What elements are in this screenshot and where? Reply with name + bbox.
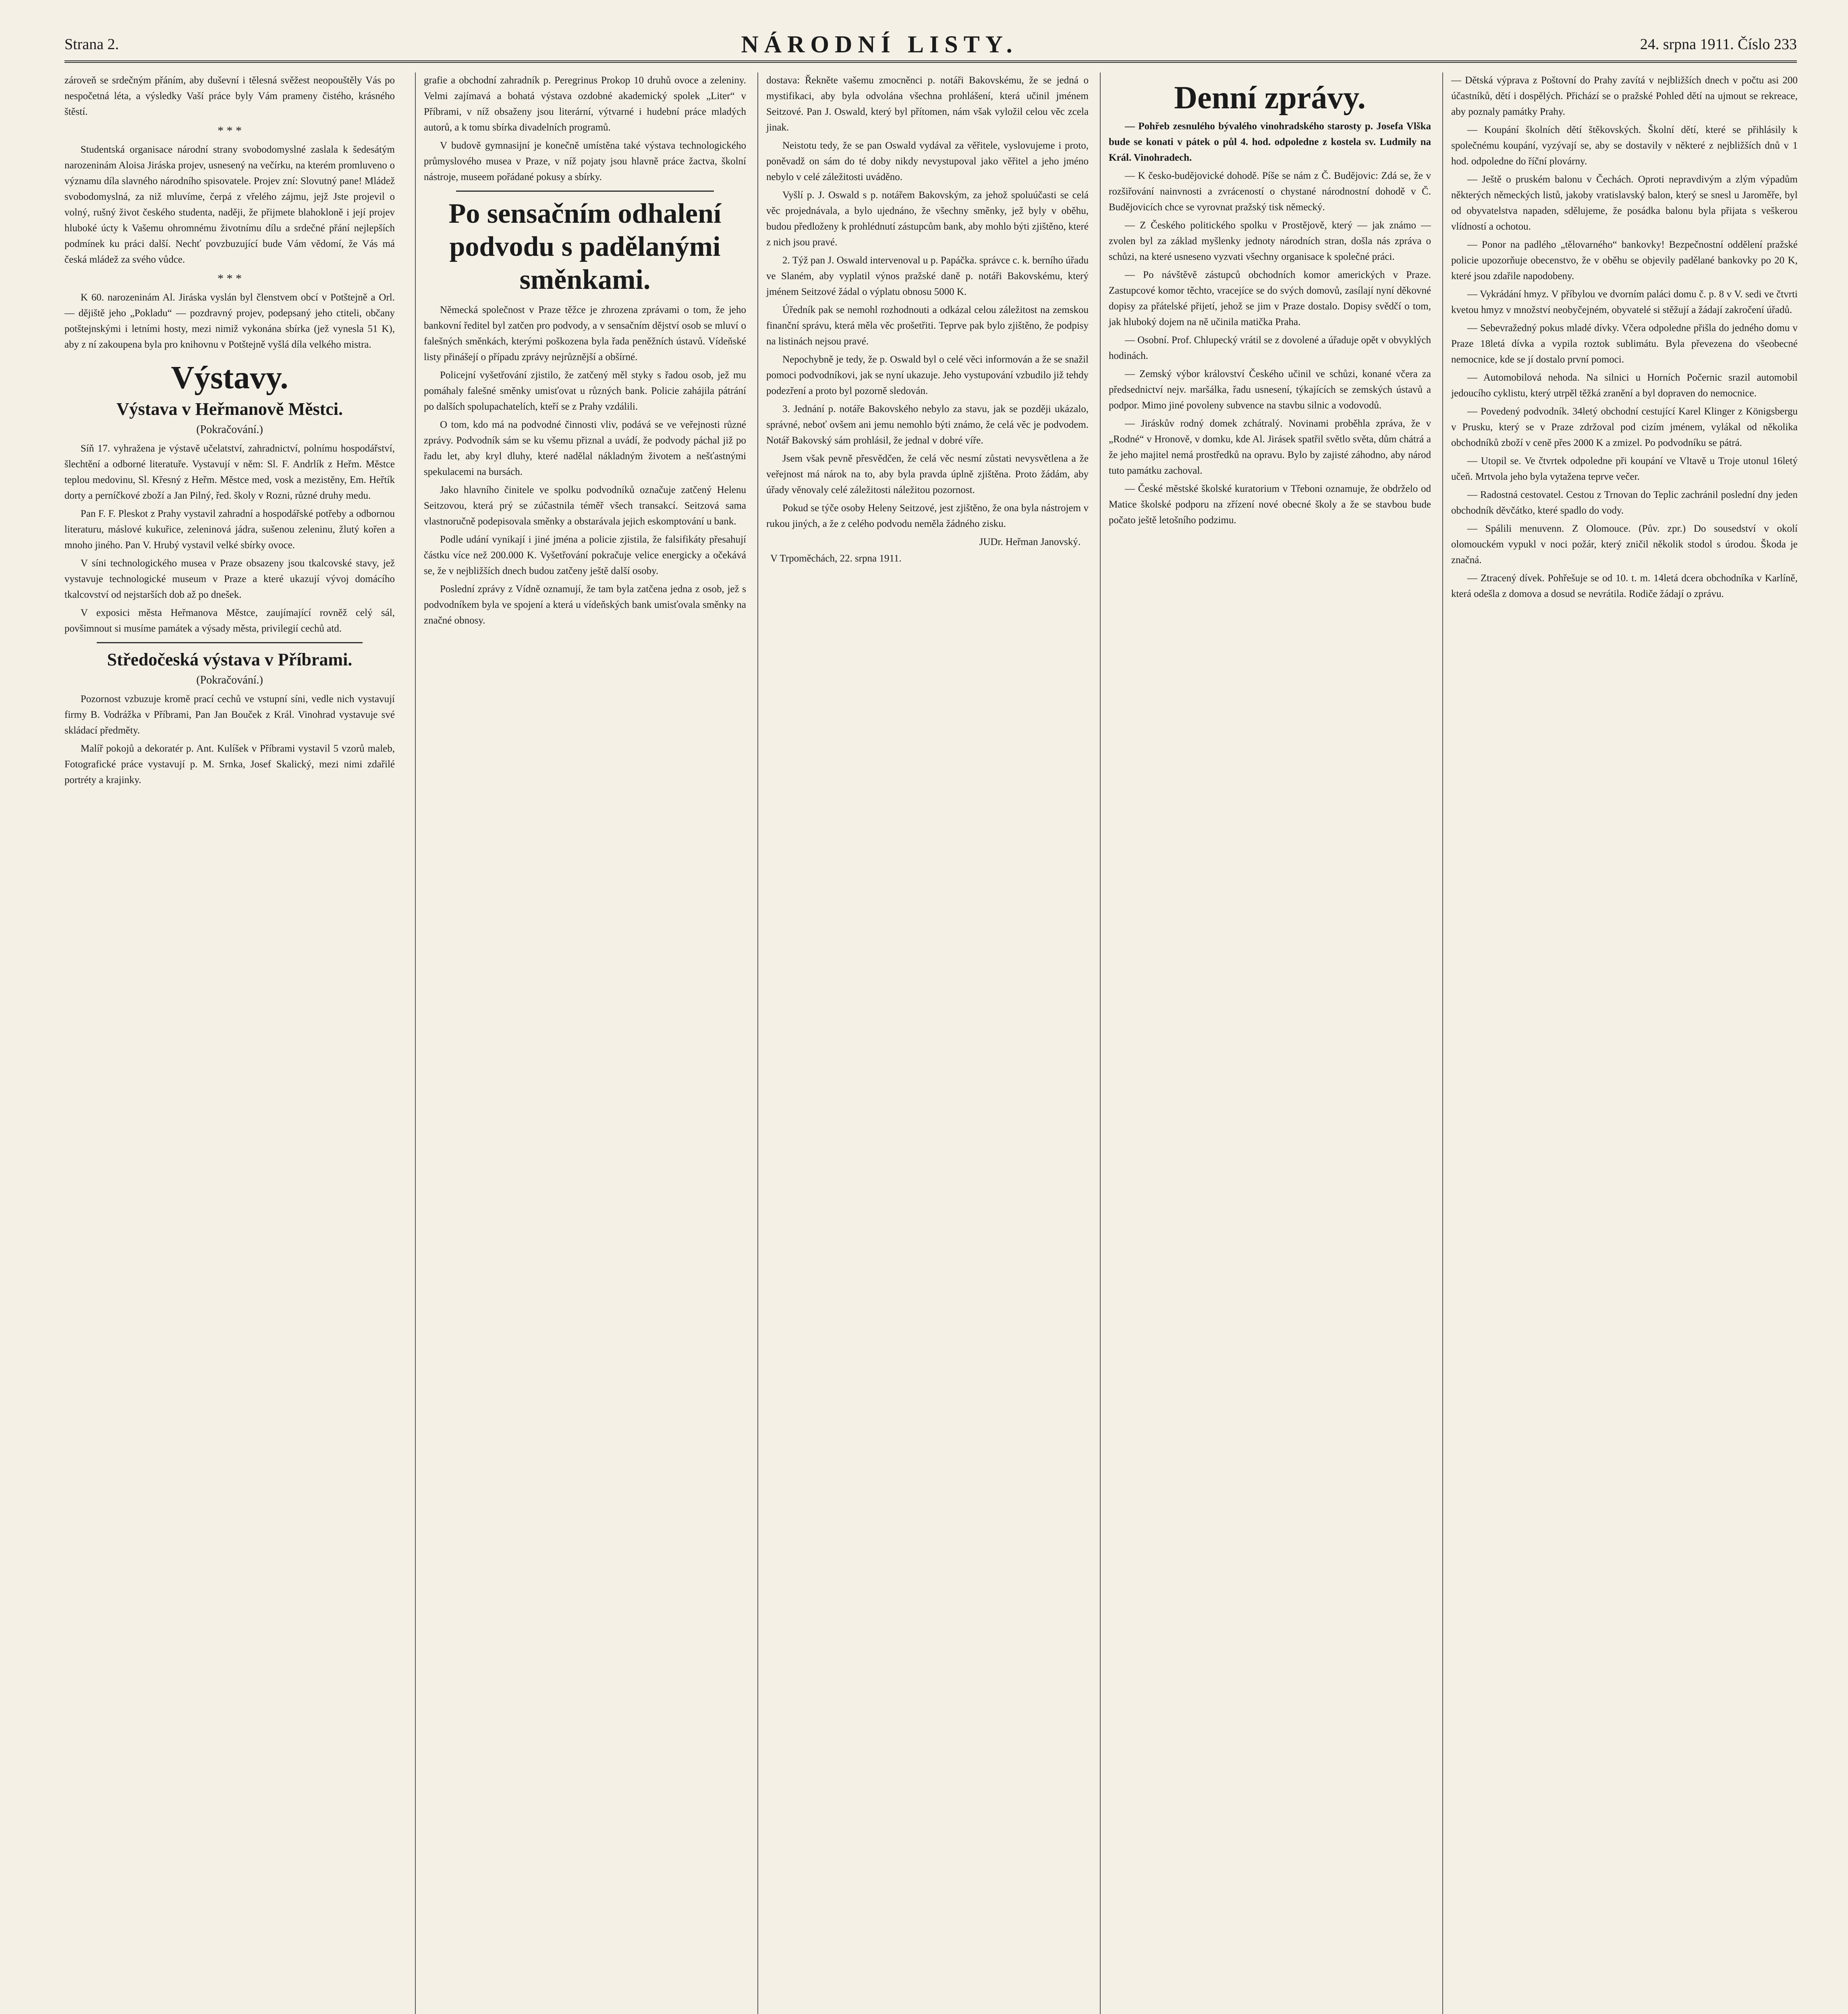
paragraph: — Z Českého politického spolku v Prostějově, který — jak známo — zvolen byl za základ myšlenky jednoty národních stran, došla nás zpráva o schůzi, na které usneseno vyzvati všechny organisace k společné práci. <box>1109 220 1431 262</box>
paragraph: Studentská organisace národní strany svobodomyslné zaslala k šedesátým narozeninám Aloisa Jiráska projev, usnesený na večírku, na kterém promluveno o významu díla slavného národního spisovatele. Projev zní: Slovutný pane! Mládež svobodomyslná, za niž mluvíme, čerpá z vřelého zájmu, jejž Jste projevil o volný, rušný život českého studenta, naději, že přijmete blahokloně i její projev hluboké úcty k Vašemu ohromnému životnímu dílu a srdečné přání nejlepších podmínek ku práci další. Nechť povzbuzující bude Vám vědomí, že Vás má česká mládež za svého vůdce. <box>64 144 395 265</box>
paragraph: Pozornost vzbuzuje kromě prací cechů ve vstupní síni, vedle nich vystavují firmy B. Vodrážka v Příbrami, Pan Jan Bouček z Král. Vinohrad vystavuje své skládací předměty. <box>64 694 395 736</box>
paragraph: V síni technologického musea v Praze obsazeny jsou tkalcovské stavy, jež vystavuje technologické museum v Praze a které ukazují vývoj domácího tkalcovství od nejstarších dob až po dnešek. <box>64 558 395 600</box>
paragraph: — Povedený podvodník. 34letý obchodní cestující Karel Klinger z Königsbergu v Prusku, který se v Praze zdržoval pod cizím jménem, vylákal od několika obchodníků zboží v ceně přes 2000 K a zmizel. Po podvodníku se pátrá. <box>1451 406 1798 448</box>
paragraph: V exposici města Heřmanova Městce, zaujímající rovněž celý sál, povšimnout si musíme památek a výsady města, privilegií cechů atd. <box>64 607 395 634</box>
paragraph: zároveň se srdečným přáním, aby duševní i tělesná svěžest neopouštěly Vás po nespočetná léta, a výsledky Vaší práce byly Vám prameny čistého, krásného štěstí. <box>64 75 395 117</box>
paragraph: Podle udání vynikají i jiné jména a policie zjistila, že falsifikáty přesahují částku více než 200.000 K. Vyšetřování pokračuje velice energicky a očekává se, že v nejbližších dnech budou zatčeny ještě další osoby. <box>424 534 746 576</box>
paragraph: — Jiráskův rodný domek zchátralý. Novinami proběhla zpráva, že v „Rodné“ v Hronově, v domku, kde Al. Jirásek spatřil světlo světa, dům chátrá a že jeho majitel nemá prostředků na opravu. Bylo by zajisté záhodno, aby národ tuto památku zachoval. <box>1109 418 1431 476</box>
author-signature: JUDr. Heřman Janovský. <box>979 537 1081 547</box>
paragraph: — Zemský výbor království Českého učinil ve schůzi, konané včera za předsednictví nejv. maršálka, řadu usnesení, týkajících se zemských ústavů a podpor. Mimo jiné povoleny subvence na stavbu silnic a vodovodů. <box>1109 369 1431 411</box>
article-title: Výstava v Heřmanově Městci. <box>116 399 343 419</box>
columns <box>64 73 1797 2014</box>
section-heading: Denní zprávy. <box>1174 80 1366 116</box>
continuation-note: (Pokračování.) <box>196 674 263 686</box>
paragraph: — Ještě o pruském balonu v Čechách. Oproti nepravdivým a zlým výpadům některých německých listů, jakoby vratislavský balon, který se snesl u Jaroměře, byl od obyvatelstva napaden, sdělujeme, že posádka balonu byla přijata s veškerou vlídností a ochotou. <box>1451 174 1798 232</box>
separator: * * * <box>218 272 242 285</box>
paragraph: dostava: Řekněte vašemu zmocněnci p. notáři Bakovskému, že se jedná o mystifikaci, aby byla odvolána všechna prohlášení, která učinil jménem Seitzové. Pan J. Oswald, který byl přítomen, nám však vyložil celou věc zcela jinak. <box>766 75 1089 133</box>
paragraph: Pan F. F. Pleskot z Prahy vystavil zahradní a hospodářské potřeby a odbornou literaturu, máslové kukuřice, zeleninová jádra, sušenou zeleninu, žlutý kořen a mnoho jiného. Pan V. Hrubý vystavil velké sbírky ovoce. <box>64 508 395 551</box>
newspaper-page <box>64 28 1797 2014</box>
article-title: Středočeská výstava v Příbrami. <box>107 650 353 669</box>
place-date: V Trpoměchách, 22. srpna 1911. <box>770 553 902 564</box>
column-2 <box>415 73 746 2014</box>
paragraph: — K česko-budějovické dohodě. Píše se nám z Č. Budějovic: Zdá se, že v rozšiřování nainvnosti a zvráceností o chystané národnostní dohodě v Č. Budějovicích chce se vyrovnat pražský tisk německý. <box>1109 170 1431 213</box>
column-5 <box>1442 73 1798 2014</box>
divider <box>97 642 363 643</box>
separator: * * * <box>218 124 242 137</box>
paragraph: — České městské školské kuratorium v Třeboni oznamuje, že obdrželo od Matice školské podporu na zřízení nové obecné školy a že se stavbou bude počato ještě letošního podzimu. <box>1109 483 1431 526</box>
paragraph: — Radostná cestovatel. Cestou z Trnovan do Teplic zachránil poslední dny jeden obchodník děvčátko, které spadlo do vody. <box>1451 489 1798 516</box>
paragraph: Jako hlavního činitele ve spolku podvodníků označuje zatčený Helenu Seitzovou, která prý se zúčastnila téměř všech transakcí. Seitzová sama vlastnoručně podepisovala směnky a obstarávala jejich eskomptování u bank. <box>424 485 746 527</box>
paragraph: — Sebevražedný pokus mladé dívky. Včera odpoledne přišla do jedného domu v Praze 18letá dívka a vypila roztok sublimátu. Byla převezena do všeobecné nemocnice, kde se jí dostalo první pomoci. <box>1451 323 1798 365</box>
paragraph: — Pohřeb zesnulého bývalého vinohradského starosty p. Josefa Vlška bude se konati v pátek o půl 4. hod. odpoledne z kostela sv. Ludmily na Král. Vinohradech. <box>1109 121 1431 163</box>
page-number: Strana 2. <box>64 36 119 53</box>
paragraph: 2. Týž pan J. Oswald intervenoval u p. Papáčka. správce c. k. berního úřadu ve Slaném, aby vyplatil výnos pražské daně p. notáři Bakovskému, který jménem Seitzové žádal o výplatu obnosu 5000 K. <box>766 255 1089 297</box>
continuation-note: (Pokračování.) <box>196 423 263 436</box>
paragraph: — Po návštěvě zástupců obchodních komor amerických v Praze. Zastupcové komor těchto, vracejíce se do svých domovů, zasílají nyní děkovné dopisy za přátelské přijetí, jehož se jim v Praze dostalo. Dopisy svědčí o tom, jak hluboký dojem na ně učinila matička Praha. <box>1109 269 1431 327</box>
paragraph: Policejní vyšetřování zjistilo, že zatčený měl styky s řadou osob, jež mu pomáhaly falešné směnky umisťovat u různých bank. Policie zahájila pátrání po dalších spolupachatelích, kteří se z Prahy vzdálili. <box>424 370 746 412</box>
paragraph: — Ponor na padlého „tělovarného“ bankovky! Bezpečnostní oddělení pražské policie upozorňuje obecenstvo, že v oběhu se objevily padělané bankovky po 20 K, které jsou zdařile napodobeny. <box>1451 239 1798 282</box>
paragraph: Pokud se týče osoby Heleny Seitzové, jest zjištěno, že ona byla nástrojem v rukou jiných, a že z celého podvodu neměla žádného zisku. <box>766 503 1089 529</box>
paragraph: grafie a obchodní zahradník p. Peregrinus Prokop 10 druhů ovoce a zeleniny. Velmi zajímavá a bohatá výstava ozdobné akademický spolek „Liter“ v Příbrami, v níž obsaženy jsou literární, výtvarné i hudební práce mladých autorů, a k tomu sbírka divadelních programů. <box>424 75 746 133</box>
masthead <box>64 28 1797 63</box>
column-4 <box>1100 73 1431 2014</box>
paragraph: Německá společnost v Praze těžce je zhrozena zprávami o tom, že jeho bankovní ředitel byl zatčen pro podvody, a v sensačním dějství osob se mluví o falešných směnkách, kterými poškozena byla řada peněžních ústavů. Vídeňské listy přinášejí o případu zprávy nejrůznější a obšírné. <box>424 305 746 363</box>
column-3 <box>757 73 1089 2014</box>
paragraph: — Dětská výprava z Poštovní do Prahy zavítá v nejbližších dnech v počtu asi 200 účastníků, dětí i dospělých. Přichází se o pražské Pohled dětí na ujmout se rekreace, aby poznaly památky Prahy. <box>1451 75 1798 117</box>
paragraph: — Koupání školních dětí štěkovských. Školní dětí, které se přihlásily k společnému koupání, vyzývají se, aby se dostavily v některé z nejbližších dnů v 1 hod. odpoledne do říční plovárny. <box>1451 124 1798 167</box>
article-headline: Po sensačním odhalení podvodu s padělanými směnkami. <box>448 198 722 295</box>
paragraph: — Osobní. Prof. Chlupecký vrátil se z dovolené a úřaduje opět v obvyklých hodinách. <box>1109 335 1431 361</box>
paragraph: Poslední zprávy z Vídně oznamují, že tam byla zatčena jedna z osob, jež s podvodníkem byla ve spojení a která u vídeňských bank umisťovala směnky na značné obnosy. <box>424 584 746 626</box>
paragraph: K 60. narozeninám Al. Jiráska vyslán byl členstvem obcí v Potštejně a Orl. — dějiště jeho „Pokladu“ — pozdravný projev, podepsaný jeho ctiteli, občany potštejnskými i letními hosty, mezi nimiž vykonána sbírka (jež vynesla 51 K), aby z ní zakoupena byla pro knihovnu v Potštejně vyšlá díla velkého mistra. <box>64 292 395 350</box>
paragraph: — Spálili menuvenn. Z Olomouce. (Pův. zpr.) Do sousedství v okolí olomouckém vypukl v noci požár, který zničil několik stodol s úrodou. Škoda je značná. <box>1451 523 1798 566</box>
paragraph: — Ztracený dívek. Pohřešuje se od 10. t. m. 14letá dcera obchodníka v Karlíně, která odešla z domova a dosud se nevrátila. Rodiče žádají o zprávu. <box>1451 573 1798 599</box>
paragraph: Malíř pokojů a dekoratér p. Ant. Kulíšek v Příbrami vystavil 5 vzorů maleb, Fotografické práce vystavují p. M. Srnka, Josef Skalický, mezi nimi zdařilé portréty a krajinky. <box>64 743 395 785</box>
column-1 <box>64 73 395 2014</box>
paragraph: Síň 17. vyhražena je výstavě učelatství, zahradnictví, polnímu hospodářství, šlechtění a odborné literatuře. Vystavují v něm: Sl. F. Andrlík z Heřm. Městce teplou medovinu, Sl. Křesný z Heřm. Městce med, vosk a mezistěny, Em. Heřtík dorty a perníčkové zboží a Jan Pilný, řed. školy v Rozni, různé druhy medu. <box>64 443 395 501</box>
newspaper-title: NÁRODNÍ LISTY. <box>741 31 1018 58</box>
section-heading: Výstavy. <box>171 360 288 396</box>
paragraph: — Vykrádání hmyz. V příbylou ve dvorním paláci domu č. p. 8 v V. sedi ve čtvrti kvetou hmyz v množství neobyčejném, obyvatelé si stěžují a žádají zakročení úřadů. <box>1451 289 1798 315</box>
paragraph: Nepochybně je tedy, že p. Oswald byl o celé věci informován a že se snažil pomoci podvodníkovi, jak se nyní ukazuje. Jeho vystupování vzbudilo již tehdy podezření a proto byl pozorně sledován. <box>766 354 1089 396</box>
paragraph: 3. Jednání p. notáře Bakovského nebylo za stavu, jak se později ukázalo, správné, neboť ovšem ani jemu nemohlo býti známo, že celá věc je podvodem. Notář Bakovský sám prohlásil, že jednal v dobré víře. <box>766 404 1089 446</box>
divider <box>456 191 714 192</box>
paragraph: Úředník pak se nemohl rozhodnouti a odkázal celou záležitost na zemskou finanční správu, která měla věc prošetřiti. Teprve pak bylo zjištěno, že podpisy na listinách nejsou pravé. <box>766 305 1089 347</box>
paragraph: — Automobilová nehoda. Na silnici u Horních Počernic srazil automobil jedoucího cyklistu, který utrpěl těžká zranění a byl dopraven do nemocnice. <box>1451 372 1798 399</box>
paragraph: — Utopil se. Ve čtvrtek odpoledne při koupání ve Vltavě u Troje utonul 16letý učeň. Mrtvola jeho byla vytažena teprve večer. <box>1451 456 1798 482</box>
paragraph: Vyšlí p. J. Oswald s p. notářem Bakovským, za jehož spoluúčasti se celá věc projednávala, a bylo ujednáno, že všechny směnky, jež byly v oběhu, budou předloženy k prohlédnutí zástupcům bank, aby mohlo býti zjištěno, které z nich jsou pravé. <box>766 190 1089 248</box>
paragraph: Neistotu tedy, že se pan Oswald vydával za věřitele, vyslovujeme i proto, poněvadž on sám do té doby nikdy nevystupoval jako věřitel a jeho jméno nebylo v celé záležitosti uváděno. <box>766 140 1089 182</box>
paragraph: O tom, kdo má na podvodné činnosti vliv, podává se ve veřejnosti různé zprávy. Podvodník sám se ku všemu přiznal a uvádí, že podvody páchal již po řadu let, aby kryl dluhy, které nadělal nákladným životem a nešťastnými spekulacemi na bursách. <box>424 419 746 477</box>
paragraph: Jsem však pevně přesvědčen, že celá věc nesmí zůstati nevysvětlena a že veřejnost má nárok na to, aby byla pravda úplně zjištěna. Proto žádám, aby úřady věnovaly celé záležitosti náležitou pozornost. <box>766 453 1089 495</box>
paragraph: V budově gymnasijní je konečně umístěna také výstava technologického průmyslového musea v Praze, v níž pojaty jsou hlavně práce žactva, školní nástroje, museem pořádané pokusy a sbírky. <box>424 140 746 182</box>
issue-date: 24. srpna 1911. Číslo 233 <box>1640 36 1797 53</box>
